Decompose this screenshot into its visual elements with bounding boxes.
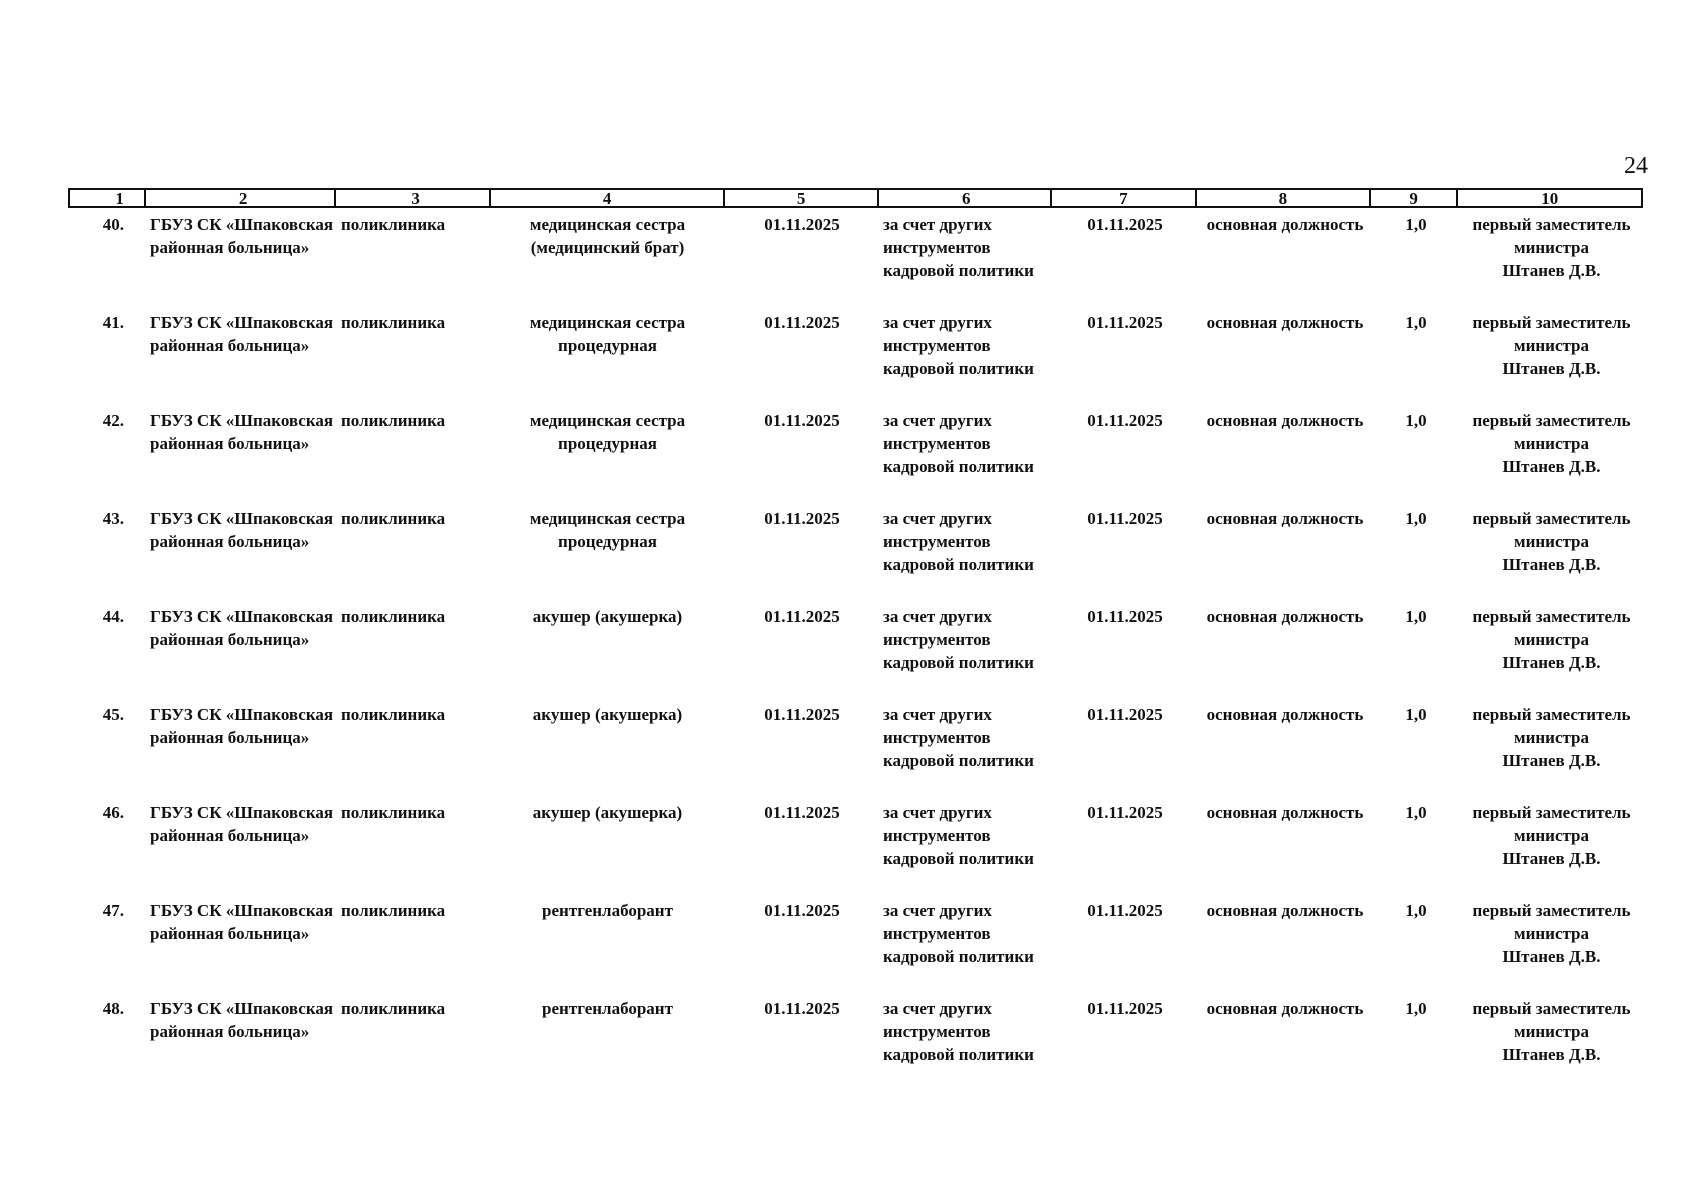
column-header-10: 10	[1541, 189, 1559, 208]
date-cell	[725, 409, 879, 507]
source-line2: инструментов	[883, 336, 991, 355]
position-cell	[490, 997, 725, 1095]
row-number	[68, 899, 144, 997]
official-cell	[1460, 605, 1643, 703]
org-line2: районная больница»	[150, 1022, 310, 1041]
position-cell	[490, 899, 725, 997]
organization-cell	[144, 311, 335, 409]
official-line2: министра	[1513, 728, 1590, 747]
position-cell	[490, 311, 725, 409]
date-cell-2	[1052, 311, 1198, 409]
position-line1: рентгенлаборант	[542, 901, 673, 920]
official-cell	[1460, 507, 1643, 605]
type: основная должность	[1206, 705, 1364, 724]
row-number	[68, 311, 144, 409]
position-line2: процедурная	[558, 532, 657, 551]
num: 46.	[102, 803, 124, 822]
division-cell	[335, 213, 490, 311]
division: поликлиника	[341, 901, 446, 920]
official-line1: первый заместитель	[1472, 803, 1631, 822]
date2: 01.11.2025	[1087, 705, 1163, 724]
type: основная должность	[1206, 607, 1364, 626]
date1: 01.11.2025	[764, 607, 840, 626]
date-cell	[725, 213, 879, 311]
official-line1: первый заместитель	[1472, 411, 1631, 430]
source-line2: инструментов	[883, 728, 991, 747]
date-cell	[725, 605, 879, 703]
date2: 01.11.2025	[1087, 509, 1163, 528]
employment-type-cell	[1198, 899, 1372, 997]
source-line3: кадровой политики	[883, 359, 1034, 378]
type: основная должность	[1206, 313, 1364, 332]
num: 44.	[102, 607, 124, 626]
source-line2: инструментов	[883, 924, 991, 943]
source-cell	[879, 899, 1052, 997]
rate-cell	[1372, 409, 1460, 507]
division-cell	[335, 605, 490, 703]
employment-type-cell	[1198, 703, 1372, 801]
organization-cell	[144, 703, 335, 801]
date-cell-2	[1052, 409, 1198, 507]
division-cell	[335, 801, 490, 899]
organization-cell	[144, 801, 335, 899]
org-line1: ГБУЗ СК «Шпаковская	[150, 607, 334, 626]
official-line2: министра	[1513, 1022, 1590, 1041]
date1: 01.11.2025	[764, 803, 840, 822]
rate-cell	[1372, 997, 1460, 1095]
type: основная должность	[1206, 901, 1364, 920]
column-header-5: 5	[725, 190, 879, 206]
rate: 1,0	[1405, 803, 1427, 822]
position-cell	[490, 409, 725, 507]
org-line2: районная больница»	[150, 532, 310, 551]
rate-cell	[1372, 213, 1460, 311]
official-line1: первый заместитель	[1472, 509, 1631, 528]
date2: 01.11.2025	[1087, 313, 1163, 332]
official-line2: министра	[1513, 924, 1590, 943]
source-cell	[879, 409, 1052, 507]
official-line3: Штанев Д.В.	[1502, 359, 1601, 378]
num: 45.	[102, 705, 124, 724]
division-cell	[335, 997, 490, 1095]
source-line2: инструментов	[883, 238, 991, 257]
official-line3: Штанев Д.В.	[1502, 947, 1601, 966]
position-line1: медицинская сестра	[529, 509, 686, 528]
official-line3: Штанев Д.В.	[1502, 653, 1601, 672]
num: 41.	[102, 313, 124, 332]
org-line1: ГБУЗ СК «Шпаковская	[150, 705, 334, 724]
division: поликлиника	[341, 509, 446, 528]
official-line3: Штанев Д.В.	[1502, 751, 1601, 770]
source-line2: инструментов	[883, 826, 991, 845]
position-cell	[490, 605, 725, 703]
position-line2: (медицинский брат)	[530, 238, 685, 257]
rate-cell	[1372, 899, 1460, 997]
division-cell	[335, 409, 490, 507]
table-row	[68, 801, 1643, 899]
official-line3: Штанев Д.В.	[1502, 457, 1601, 476]
official-cell	[1460, 703, 1643, 801]
date-cell	[725, 311, 879, 409]
position-cell	[490, 801, 725, 899]
org-line1: ГБУЗ СК «Шпаковская	[150, 411, 334, 430]
source-cell	[879, 801, 1052, 899]
type: основная должность	[1206, 803, 1364, 822]
type: основная должность	[1206, 999, 1364, 1018]
source-line1: за счет других	[883, 999, 992, 1018]
official-cell	[1460, 409, 1643, 507]
date-cell-2	[1052, 605, 1198, 703]
source-cell	[879, 507, 1052, 605]
source-cell	[879, 605, 1052, 703]
official-line3: Штанев Д.В.	[1502, 1045, 1601, 1064]
rate: 1,0	[1405, 411, 1427, 430]
source-line3: кадровой политики	[883, 261, 1034, 280]
source-cell	[879, 997, 1052, 1095]
official-cell	[1460, 801, 1643, 899]
org-line1: ГБУЗ СК «Шпаковская	[150, 313, 334, 332]
position-line1: акушер (акушерка)	[532, 607, 683, 626]
source-line1: за счет других	[883, 509, 992, 528]
position-cell	[490, 507, 725, 605]
source-cell	[879, 703, 1052, 801]
division-cell	[335, 899, 490, 997]
source-cell	[879, 213, 1052, 311]
official-line1: первый заместитель	[1472, 901, 1631, 920]
organization-cell	[144, 899, 335, 997]
org-line1: ГБУЗ СК «Шпаковская	[150, 509, 334, 528]
division: поликлиника	[341, 411, 446, 430]
employment-type-cell	[1198, 507, 1372, 605]
org-line2: районная больница»	[150, 924, 310, 943]
table-row	[68, 409, 1643, 507]
rate-cell	[1372, 311, 1460, 409]
page-number: 24	[1624, 153, 1648, 179]
date1: 01.11.2025	[764, 215, 840, 234]
table-row	[68, 703, 1643, 801]
table-body	[68, 213, 1643, 1095]
source-line3: кадровой политики	[883, 555, 1034, 574]
table-row	[68, 997, 1643, 1095]
official-line2: министра	[1513, 532, 1590, 551]
rate: 1,0	[1405, 705, 1427, 724]
source-line1: за счет других	[883, 411, 992, 430]
date1: 01.11.2025	[764, 411, 840, 430]
official-line1: первый заместитель	[1472, 313, 1631, 332]
org-line2: районная больница»	[150, 238, 310, 257]
num: 47.	[102, 901, 124, 920]
division-cell	[335, 507, 490, 605]
num: 42.	[102, 411, 124, 430]
organization-cell	[144, 409, 335, 507]
date-cell	[725, 507, 879, 605]
row-number	[68, 801, 144, 899]
position-line2: процедурная	[558, 336, 657, 355]
source-line1: за счет других	[883, 803, 992, 822]
type: основная должность	[1206, 215, 1364, 234]
date2: 01.11.2025	[1087, 803, 1163, 822]
type: основная должность	[1206, 411, 1364, 430]
date1: 01.11.2025	[764, 999, 840, 1018]
date-cell-2	[1052, 801, 1198, 899]
num: 48.	[102, 999, 124, 1018]
source-line1: за счет других	[883, 215, 992, 234]
source-line3: кадровой политики	[883, 947, 1034, 966]
column-header-9: 9	[1371, 190, 1459, 206]
employment-type-cell	[1198, 409, 1372, 507]
official-line3: Штанев Д.В.	[1502, 849, 1601, 868]
table-row	[68, 311, 1643, 409]
source-cell	[879, 311, 1052, 409]
source-line3: кадровой политики	[883, 457, 1034, 476]
organization-cell	[144, 507, 335, 605]
date1: 01.11.2025	[764, 705, 840, 724]
date2: 01.11.2025	[1087, 215, 1163, 234]
source-line1: за счет других	[883, 607, 992, 626]
division: поликлиника	[341, 705, 446, 724]
position-line1: медицинская сестра	[529, 313, 686, 332]
official-line3: Штанев Д.В.	[1502, 555, 1601, 574]
date-cell-2	[1052, 899, 1198, 997]
date-cell-2	[1052, 703, 1198, 801]
column-header-3: 3	[336, 190, 491, 206]
org-line2: районная больница»	[150, 434, 310, 453]
date-cell	[725, 801, 879, 899]
source-line2: инструментов	[883, 630, 991, 649]
division: поликлиника	[341, 607, 446, 626]
rate-cell	[1372, 507, 1460, 605]
num: 43.	[102, 509, 124, 528]
table-row	[68, 213, 1643, 311]
official-cell	[1460, 311, 1643, 409]
column-header-1: 1	[70, 190, 146, 206]
official-cell	[1460, 213, 1643, 311]
rate: 1,0	[1405, 313, 1427, 332]
source-line3: кадровой политики	[883, 849, 1034, 868]
division: поликлиника	[341, 999, 446, 1018]
position-line1: рентгенлаборант	[542, 999, 673, 1018]
date1: 01.11.2025	[764, 901, 840, 920]
official-line2: министра	[1513, 826, 1590, 845]
source-line3: кадровой политики	[883, 1045, 1034, 1064]
date1: 01.11.2025	[764, 509, 840, 528]
rate-cell	[1372, 605, 1460, 703]
rate: 1,0	[1405, 509, 1427, 528]
rate: 1,0	[1405, 215, 1427, 234]
employment-type-cell	[1198, 213, 1372, 311]
org-line2: районная больница»	[150, 728, 310, 747]
employment-type-cell	[1198, 605, 1372, 703]
official-line2: министра	[1513, 238, 1590, 257]
date-cell-2	[1052, 507, 1198, 605]
table-row	[68, 899, 1643, 997]
date1: 01.11.2025	[764, 313, 840, 332]
org-line1: ГБУЗ СК «Шпаковская	[150, 901, 334, 920]
official-line1: первый заместитель	[1472, 607, 1631, 626]
column-header-4: 4	[491, 190, 725, 206]
official-line3: Штанев Д.В.	[1502, 261, 1601, 280]
type: основная должность	[1206, 509, 1364, 528]
date2: 01.11.2025	[1087, 607, 1163, 626]
date-cell	[725, 997, 879, 1095]
official-line2: министра	[1513, 336, 1590, 355]
official-cell	[1460, 899, 1643, 997]
employment-type-cell	[1198, 311, 1372, 409]
source-line1: за счет других	[883, 901, 992, 920]
date-cell	[725, 899, 879, 997]
official-line1: первый заместитель	[1472, 215, 1631, 234]
date2: 01.11.2025	[1087, 901, 1163, 920]
rate: 1,0	[1405, 999, 1427, 1018]
division: поликлиника	[341, 803, 446, 822]
organization-cell	[144, 997, 335, 1095]
org-line1: ГБУЗ СК «Шпаковская	[150, 803, 334, 822]
position-line1: медицинская сестра	[529, 215, 686, 234]
official-line2: министра	[1513, 630, 1590, 649]
position-cell	[490, 213, 725, 311]
num: 40.	[102, 215, 124, 234]
org-line1: ГБУЗ СК «Шпаковская	[150, 215, 334, 234]
organization-cell	[144, 213, 335, 311]
source-line2: инструментов	[883, 532, 991, 551]
official-line2: министра	[1513, 434, 1590, 453]
row-number	[68, 213, 144, 311]
official-line1: первый заместитель	[1472, 999, 1631, 1018]
position-line1: акушер (акушерка)	[532, 705, 683, 724]
date-cell-2	[1052, 997, 1198, 1095]
org-line2: районная больница»	[150, 630, 310, 649]
date2: 01.11.2025	[1087, 411, 1163, 430]
row-number	[68, 507, 144, 605]
column-header-6: 6	[879, 190, 1052, 206]
division: поликлиника	[341, 215, 446, 234]
position-line2: процедурная	[558, 434, 657, 453]
column-number-header	[68, 188, 1643, 208]
employment-type-cell	[1198, 801, 1372, 899]
official-line1: первый заместитель	[1472, 705, 1631, 724]
row-number	[68, 605, 144, 703]
official-cell	[1460, 997, 1643, 1095]
column-header-7: 7	[1052, 190, 1198, 206]
org-line2: районная больница»	[150, 826, 310, 845]
organization-cell	[144, 605, 335, 703]
rate: 1,0	[1405, 901, 1427, 920]
division-cell	[335, 311, 490, 409]
source-line3: кадровой политики	[883, 653, 1034, 672]
position-line1: медицинская сестра	[529, 411, 686, 430]
rate-cell	[1372, 703, 1460, 801]
row-number	[68, 703, 144, 801]
row-number	[68, 409, 144, 507]
position-cell	[490, 703, 725, 801]
rate-cell	[1372, 801, 1460, 899]
column-header-2: 2	[146, 190, 337, 206]
date2: 01.11.2025	[1087, 999, 1163, 1018]
table-row	[68, 605, 1643, 703]
org-line2: районная больница»	[150, 336, 310, 355]
table-row	[68, 507, 1643, 605]
position-line1: акушер (акушерка)	[532, 803, 683, 822]
division: поликлиника	[341, 313, 446, 332]
row-number	[68, 997, 144, 1095]
employment-type-cell	[1198, 997, 1372, 1095]
date-cell-2	[1052, 213, 1198, 311]
date-cell	[725, 703, 879, 801]
source-line3: кадровой политики	[883, 751, 1034, 770]
column-header-8: 8	[1197, 190, 1371, 206]
rate: 1,0	[1405, 607, 1427, 626]
source-line2: инструментов	[883, 434, 991, 453]
org-line1: ГБУЗ СК «Шпаковская	[150, 999, 334, 1018]
source-line1: за счет других	[883, 313, 992, 332]
source-line2: инструментов	[883, 1022, 991, 1041]
division-cell	[335, 703, 490, 801]
source-line1: за счет других	[883, 705, 992, 724]
